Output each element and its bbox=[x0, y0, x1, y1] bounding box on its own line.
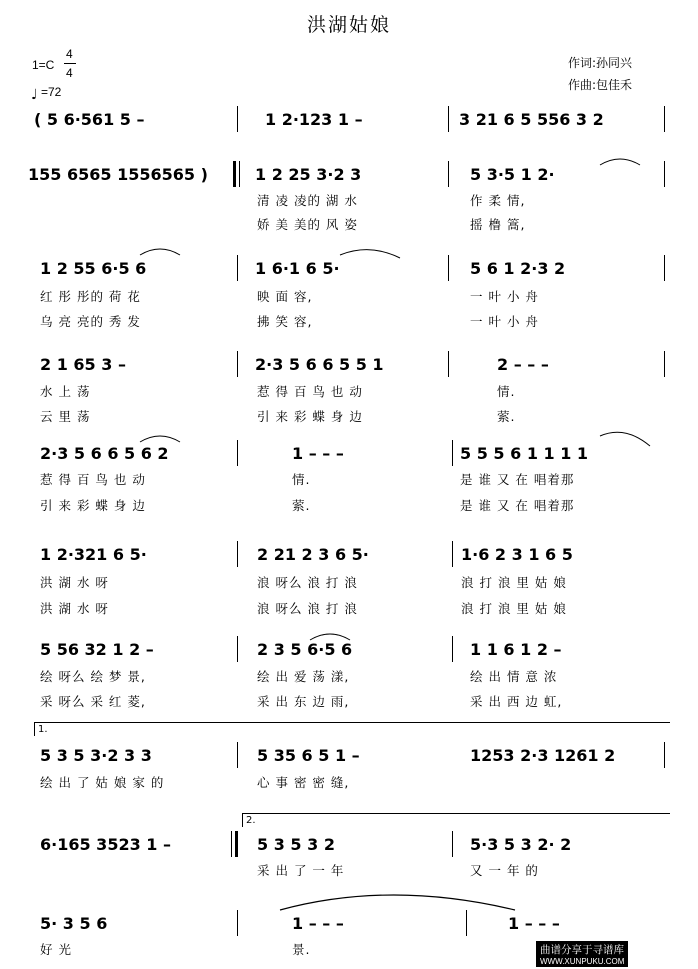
lyric-line: 乌 亮 亮的 秀 发 bbox=[40, 314, 141, 329]
measure-group: 2 3 5 6·5 6 bbox=[257, 640, 353, 659]
measure-group: 5 56 32 1 2 – bbox=[40, 640, 154, 659]
lyric-line: 洪 湖 水 呀 bbox=[40, 601, 109, 616]
lyric-line: 一 叶 小 舟 bbox=[470, 289, 539, 304]
measure-group: 5·3 5 3 2· 2 bbox=[470, 835, 572, 854]
lyric-line: 萦. bbox=[292, 498, 311, 513]
lyric-line: 绘 出 了 姑 娘 家 的 bbox=[40, 775, 165, 790]
composer-credit: 作曲:包佳禾 bbox=[568, 78, 633, 92]
lyric-line: 洪 湖 水 呀 bbox=[40, 575, 109, 590]
volta-label-1: 1. bbox=[38, 724, 48, 735]
lyric-line: 红 彤 彤的 荷 花 bbox=[40, 289, 141, 304]
time-signature-top: 4 bbox=[66, 47, 73, 61]
lyric-line: 情. bbox=[497, 384, 516, 399]
lyricist-credit: 作词:孙同兴 bbox=[568, 56, 633, 70]
song-title: 洪湖姑娘 bbox=[306, 14, 391, 36]
measure-group: 1 – – – bbox=[508, 914, 560, 933]
lyric-line: 心 事 密 密 缝, bbox=[257, 775, 350, 790]
time-signature-bottom: 4 bbox=[66, 66, 73, 80]
measure-group: 5 35 6 5 1 – bbox=[257, 746, 360, 765]
measure-group: 2 21 2 3 6 5· bbox=[257, 545, 369, 564]
lyric-line: 采 出 了 一 年 bbox=[257, 863, 345, 878]
measure-group: 2 1 65 3 – bbox=[40, 355, 126, 374]
footer-url: WWW.XUNPUKU.COM bbox=[540, 957, 625, 966]
lyric-line: 清 凌 凌的 湖 水 bbox=[257, 193, 358, 208]
slur-arc bbox=[340, 250, 400, 258]
measure-group: 1 6·1 6 5· bbox=[255, 259, 340, 278]
lyric-line: 浪 呀么 浪 打 浪 bbox=[257, 575, 358, 590]
lyric-line: 浪 打 浪 里 姑 娘 bbox=[461, 575, 567, 590]
measure-group: 2 – – – bbox=[497, 355, 549, 374]
measure-group: 5 3 5 3·2 3 3 bbox=[40, 746, 152, 765]
measure-group: 5 3 5 3 2 bbox=[257, 835, 335, 854]
footer-watermark bbox=[536, 941, 628, 967]
lyric-line: 浪 打 浪 里 姑 娘 bbox=[461, 601, 567, 616]
measure-group: 1 – – – bbox=[292, 444, 344, 463]
lyric-line: 惹 得 百 鸟 也 动 bbox=[40, 472, 146, 487]
measure-group: 1 2·123 1 – bbox=[265, 110, 363, 129]
measure-group: 1 2 25 3·2 3 bbox=[255, 165, 362, 184]
lyric-line: 景. bbox=[292, 942, 311, 957]
lyric-line: 是 谁 又 在 唱着那 bbox=[460, 472, 575, 487]
slur-arc bbox=[310, 634, 350, 640]
lyric-line: 又 一 年 的 bbox=[470, 863, 539, 878]
lyric-line: 好 光 bbox=[40, 942, 72, 957]
measure-group: 5 3·5 1 2· bbox=[470, 165, 555, 184]
lyric-line: 水 上 荡 bbox=[40, 384, 91, 399]
lyric-line: 绘 出 情 意 浓 bbox=[470, 669, 558, 684]
lyric-line: 娇 美 美的 风 姿 bbox=[257, 217, 358, 232]
tempo-marking: =72 bbox=[41, 85, 62, 99]
lyric-line: 摇 橹 篙, bbox=[470, 217, 526, 232]
slur-arc bbox=[600, 159, 640, 165]
volta-label-2: 2. bbox=[246, 815, 256, 826]
lyric-line: 作 柔 情, bbox=[470, 193, 526, 208]
lyric-line: 一 叶 小 舟 bbox=[470, 314, 539, 329]
lyric-line: 绘 呀么 绘 梦 景, bbox=[40, 669, 146, 684]
tie-arc bbox=[280, 895, 515, 910]
measure-group: 2·3 5 6 6 5 5 1 bbox=[255, 355, 384, 374]
measure-group: 1 2·321 6 5· bbox=[40, 545, 147, 564]
slur-arc bbox=[140, 436, 180, 442]
measure-group: 1 2 55 6·5 6 bbox=[40, 259, 147, 278]
lyric-line: 采 出 东 边 雨, bbox=[257, 694, 350, 709]
measure-group: 1253 2·3 1261 2 bbox=[470, 746, 616, 765]
lyric-line: 情. bbox=[292, 472, 311, 487]
lyric-line: 云 里 荡 bbox=[40, 409, 91, 424]
measure-group: 5 6 1 2·3 2 bbox=[470, 259, 566, 278]
lyric-line: 拂 笑 容, bbox=[257, 314, 313, 329]
measure-group: ( 5 6·561 5 – bbox=[34, 110, 145, 129]
measure-group: 1·6 2 3 1 6 5 bbox=[461, 545, 573, 564]
slur-arc bbox=[140, 249, 180, 255]
lyric-line: 引 来 彩 蝶 身 边 bbox=[257, 409, 363, 424]
quarter-note-icon: ♩ bbox=[31, 87, 38, 103]
lyric-line: 萦. bbox=[497, 409, 516, 424]
measure-group: 5· 3 5 6 bbox=[40, 914, 108, 933]
slur-arc bbox=[600, 432, 650, 446]
measure-group: 1 1 6 1 2 – bbox=[470, 640, 562, 659]
lyric-line: 绘 出 爱 荡 漾, bbox=[257, 669, 350, 684]
key-signature: 1=C bbox=[32, 58, 55, 72]
measure-group: 2·3 5 6 6 5 6 2 bbox=[40, 444, 169, 463]
measure-group: 5 5 5 6 1 1 1 1 bbox=[460, 444, 589, 463]
lyric-line: 采 出 西 边 虹, bbox=[470, 694, 563, 709]
measure-group: 155 6565 1556565 ) bbox=[28, 165, 208, 184]
measure-group: 6·165 3523 1 – bbox=[40, 835, 171, 854]
footer-site: 曲谱分享于寻谱库 bbox=[540, 944, 624, 956]
lyric-line: 采 呀么 采 红 菱, bbox=[40, 694, 146, 709]
measure-group: 1 – – – bbox=[292, 914, 344, 933]
measure-group: 3 21 6 5 556 3 2 bbox=[459, 110, 604, 129]
lyric-line: 是 谁 又 在 唱着那 bbox=[460, 498, 575, 513]
lyric-line: 映 面 容, bbox=[257, 289, 313, 304]
lyric-line: 浪 呀么 浪 打 浪 bbox=[257, 601, 358, 616]
lyric-line: 惹 得 百 鸟 也 动 bbox=[257, 384, 363, 399]
lyric-line: 引 来 彩 蝶 身 边 bbox=[40, 498, 146, 513]
